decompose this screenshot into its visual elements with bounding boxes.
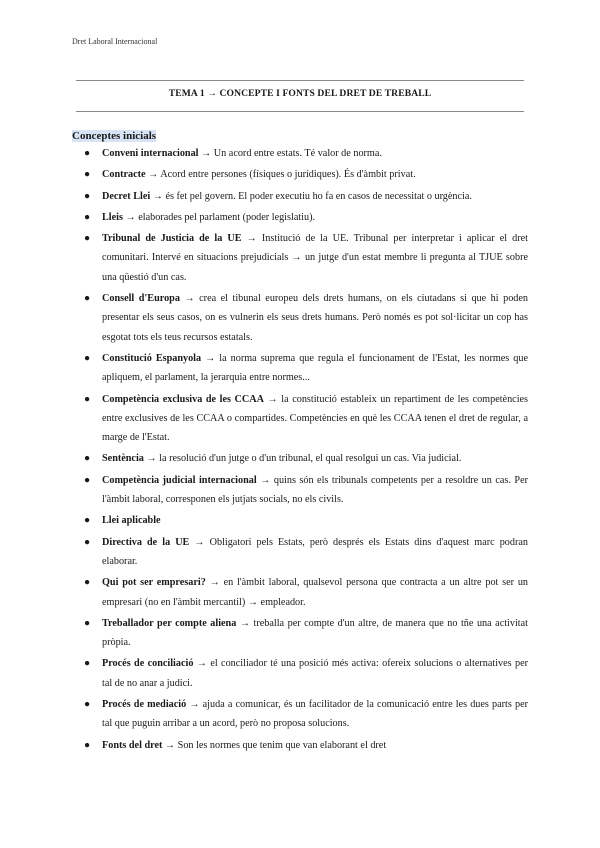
list-item-term: Procés de conciliació	[102, 658, 194, 670]
section-heading-text: Conceptes inicials	[72, 130, 157, 142]
bullet-icon: ●	[84, 515, 91, 527]
list-item-term: Tribunal de Justicia de la UE	[102, 233, 242, 245]
list-item-text: → crea el tibunal europeu dels drets humans, on els ciutadans si que hi poden presentar els seus casos, on es vulnerin els seus drets humans. Però només es pot sol·licitar un cop has esgotat tots els teus recursos estatals.	[102, 293, 528, 343]
list-item-term: Sentència	[102, 453, 144, 465]
list-item-term: Procés de mediació	[102, 699, 187, 711]
list-item-text: → és fet pel govern. El poder executiu ho fa en casos de necessitat o urgència.	[150, 190, 472, 202]
list-item	[72, 208, 528, 227]
list-item	[72, 511, 528, 530]
list-item-text: → la resolució d'un jutge o d'un tribunal, el qual resolgui un cas. Via judicial.	[143, 453, 462, 465]
list-item	[72, 533, 528, 572]
bullet-icon: ●	[84, 190, 91, 202]
title-rule-top	[76, 80, 524, 81]
list-item-text: → Institució de la UE. Tribunal per interpretar i aplicar el dret comunitari. Intervé en situacions prejudicials → un jutge d'un estat membre li pregunta al TJUE sobre una qüestió d'un cas.	[102, 233, 528, 283]
list-item-text: → treballa per compte d'un altre, de manera que no tñe una activitat pròpia.	[102, 617, 528, 649]
list-item-term: Lleis	[102, 211, 123, 223]
list-item-term: Directiva de la UE	[102, 536, 190, 548]
list-item-term: Consell d'Europa	[102, 293, 180, 305]
list-item	[72, 349, 528, 388]
list-item-term: Constitució Espanyola	[102, 352, 202, 364]
list-item	[72, 471, 528, 510]
list-item	[72, 573, 528, 612]
list-item-text: → Obligatori pels Estats, però després els Estats dins d'aquest marc podran elaborar.	[102, 536, 528, 567]
bullet-icon: ●	[84, 453, 91, 465]
list-item-text: → la norma suprema que regula el funcionament de l'Estat, les normes que apliquem, el parlament, la jerarquia entre normes...	[102, 352, 528, 384]
running-header: Dret Laboral Internacional	[72, 37, 158, 46]
list-item	[72, 449, 528, 468]
bullet-icon: ●	[84, 699, 91, 711]
section-heading	[72, 130, 156, 142]
list-item	[72, 390, 528, 448]
bullet-icon: ●	[84, 474, 91, 486]
list-item-text: → en l'àmbit laboral, qualsevol persona que contracta a un altre pot ser un empresari (no en l'àmbit mercantil) → empleador.	[102, 577, 529, 608]
bullet-icon: ●	[84, 577, 91, 589]
list-item	[72, 187, 528, 206]
list-item	[72, 144, 528, 163]
list-item-text: → Acord entre persones (físiques o jurídiques). És d'àmbit privat.	[145, 169, 416, 181]
bullet-icon: ●	[84, 658, 91, 670]
list-item-term: Qui pot ser empresari?	[102, 577, 206, 589]
list-item-term: Fonts del dret	[102, 739, 163, 751]
list-item	[72, 229, 528, 287]
bullet-icon: ●	[84, 233, 91, 245]
bullet-icon: ●	[84, 211, 91, 223]
list-item	[72, 695, 528, 734]
list-item	[72, 654, 528, 693]
list-item-text: → Son les normes que tenim que van elaborant el dret	[162, 739, 387, 751]
list-item-term: Treballador per compte aliena	[102, 617, 237, 629]
list-item	[72, 736, 528, 755]
bullet-icon: ●	[84, 617, 91, 629]
list-item-text: → Un acord entre estats. Té valor de norma.	[198, 148, 382, 159]
bullet-icon: ●	[84, 393, 91, 405]
list-item-term: Competència exclusiva de les CCAA	[102, 393, 264, 405]
bullet-icon: ●	[84, 739, 91, 751]
bullet-icon: ●	[84, 148, 91, 159]
list-item-text: → el conciliador té una posició més activa: ofereix solucions o alternatives per tal de no anar a judici.	[102, 658, 528, 689]
list-item-text: → la constitució estableix un repartiment de les competències entre exclusives de les CCAA o compartides. Competències en què les CCAA tenen el dret de regular, a marge de l'Estat.	[102, 393, 529, 444]
page-title: TEMA 1 → CONCEPTE I FONTS DEL DRET DE TREBALL	[168, 88, 432, 99]
list-item-text: → ajuda a comunicar, és un facilitador de la comunicació entre les dues parts per tal que puguin arribar a un acord, però no proposa solucions.	[102, 699, 528, 730]
list-item-text: → quins són els tribunals competents per a resoldre un cas. Per l'àmbit laboral, corresponen els jutjats socials, no els civils.	[102, 474, 528, 506]
title-rule-bottom	[76, 111, 524, 112]
bullet-icon: ●	[84, 536, 91, 548]
list-item-term: Competència judicial internacional	[102, 474, 257, 486]
list-item-term: Contracte	[102, 169, 146, 181]
list-item-text: → elaborades pel parlament (poder legislatiu).	[122, 211, 316, 223]
list-item	[72, 289, 528, 347]
list-item-term: Decret Llei	[102, 190, 151, 202]
list-item	[72, 614, 528, 653]
list-item-term: Llei aplicable	[102, 515, 161, 527]
bullet-icon: ●	[84, 293, 91, 305]
list-item-term: Conveni internacional	[102, 148, 199, 159]
bullet-icon: ●	[84, 352, 91, 364]
list-item	[72, 165, 528, 184]
concept-list	[72, 144, 528, 757]
bullet-icon: ●	[84, 169, 91, 181]
